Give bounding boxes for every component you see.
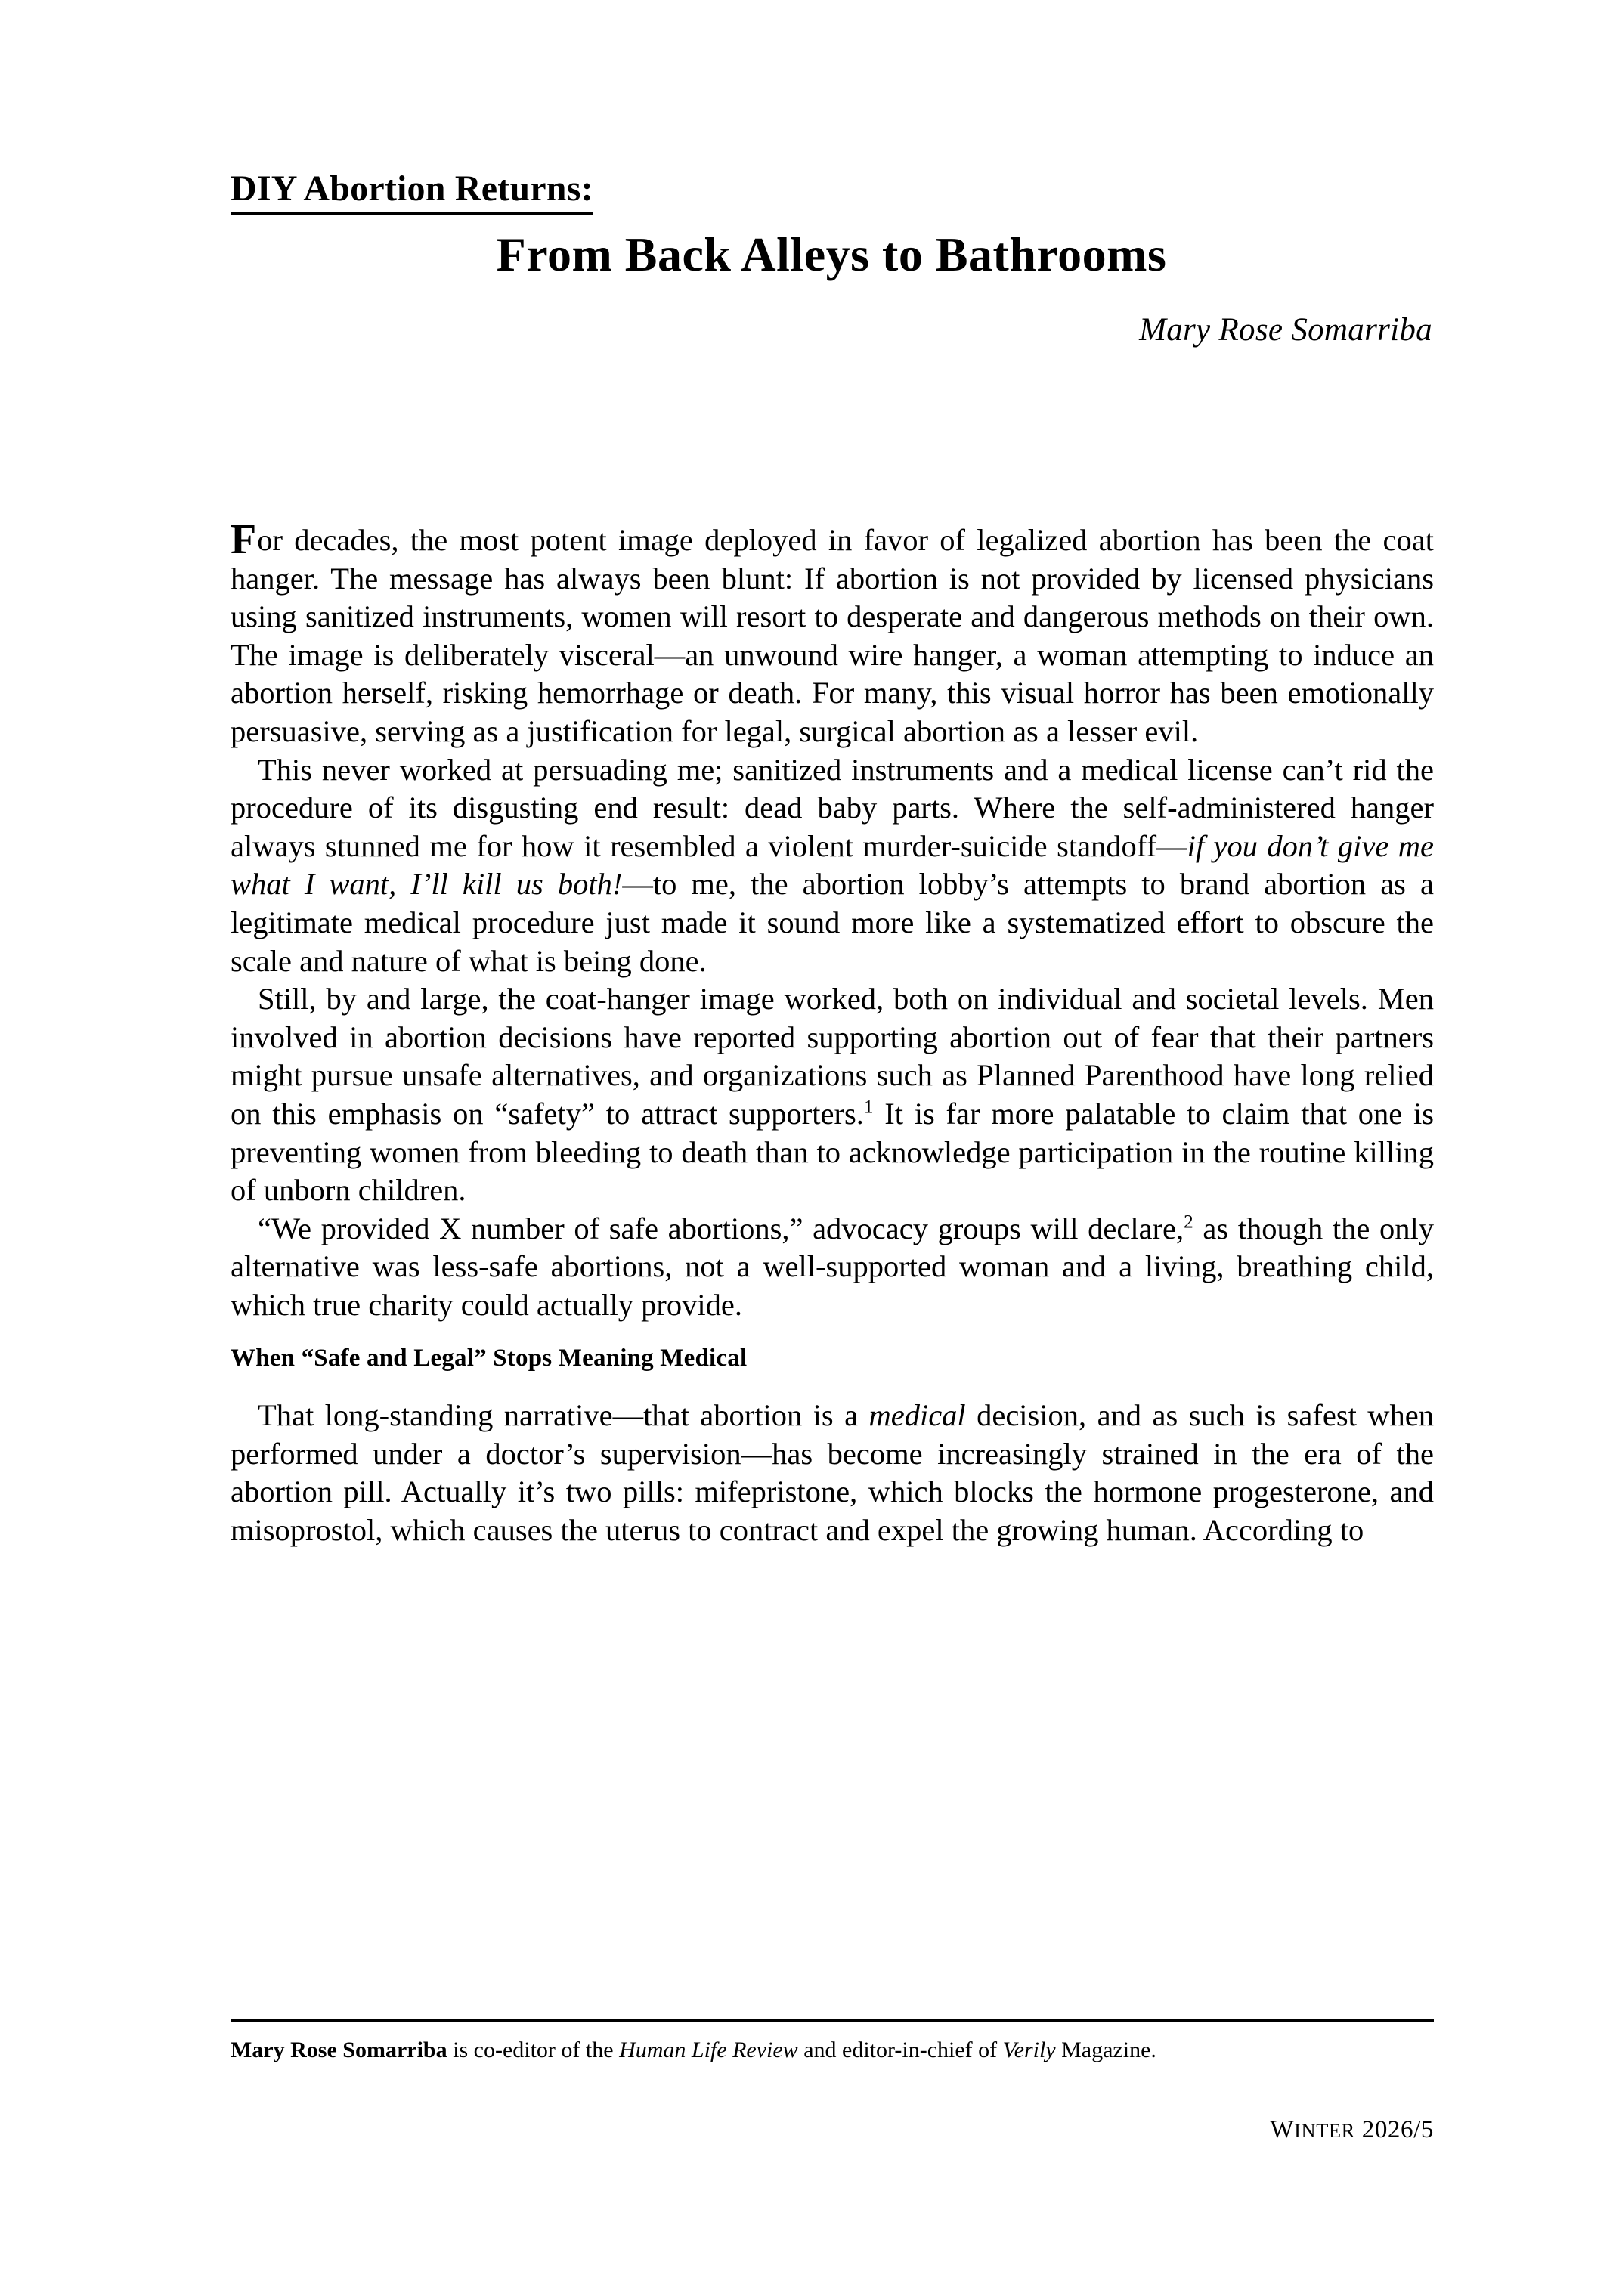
footer-season-lead: W [1270,2116,1295,2143]
paragraph-2-text-a: This never worked at persuading me; sanitized instruments and a medical license can’t rid the procedure of its disgusting end result: dead baby parts. Where the self-administered hanger always stunned me for how it resembled a violent murder-suicide standoff— [231,752,1434,863]
paragraph-5 [231,1397,1434,1549]
paragraph-1 [231,516,1434,751]
section-heading: When “Safe and Legal” Stops Meaning Medical [231,1344,748,1372]
author-bio-text-b: and editor-in-chief of [797,2038,1003,2062]
page-footer [231,2116,1434,2144]
paragraph-3 [231,980,1434,1210]
paragraph-5-text-b: decision, and as such is safest when performed under a doctor’s supervision—has become increasingly strained in the era of the abortion pill. Actually it’s two pills: mifepristone, which blocks the hormone progesterone, and misoprostol, which causes the uterus to contract and expel the growing human. According to [231,1398,1434,1547]
author-bio-text-a: is co-editor of the [447,2038,620,2062]
paragraph-3-text-a: Still, by and large, the coat-hanger image worked, both on individual and societal levels. Men involved in abortion decisions have reported supporting abortion out of fear that their partners might pursue unsafe alternatives, and organizations such as Planned Parenthood have long relied on this emphasis on “safety” to attract supporters. [231,982,1434,1131]
drop-cap-initial: F [231,516,257,563]
paragraph-2-text-b: —to me, the abortion lobby’s attempts to brand abortion as a legitimate medical procedure just made it sound more like a systematized effort to obscure the scale and nature of what is being done. [231,867,1434,978]
article-kicker: DIY Abortion Returns: [231,170,593,215]
paragraph-2-emphasis: if you don’t give me what I want, I’ll kill us both! [231,828,1434,902]
footer-season-rest: INTER [1294,2119,1355,2142]
article-title: From Back Alleys to Bathrooms [496,227,1167,282]
author-bio-publication-1: Human Life Review [619,2038,798,2062]
author-bio-name: Mary Rose Somarriba [231,2038,447,2062]
paragraph-4-text-a: “We provided X number of safe abortions,” advocacy groups will declare, [258,1211,1184,1245]
article-header [231,170,1432,348]
article-byline: Mary Rose Somarriba [1139,311,1432,348]
paragraph-2 [231,751,1434,981]
article-body [231,516,1434,1549]
author-bio-publication-2: Verily [1002,2038,1056,2062]
author-bio-note [231,2035,1434,2065]
paragraph-5-emphasis: medical [868,1398,966,1433]
paragraph-4 [231,1210,1434,1325]
paragraph-5-text-a: That long-standing narrative—that abortion is a [258,1398,869,1433]
paragraph-4-text-b: as though the only alternative was less-safe abortions, not a well-supported woman and a living, breathing child, which true charity could actually provide. [231,1211,1434,1322]
footnote-area [231,2019,1434,2065]
paragraph-3-text-b: It is far more palatable to claim that one is preventing women from bleeding to death than to acknowledge participation in the routine killing of unborn children. [231,1096,1434,1208]
footnote-marker-1: 1 [863,1097,874,1118]
paragraph-1-text: or decades, the most potent image deployed in favor of legalized abortion has been the coat hanger. The message has always been blunt: If abortion is not provided by licensed physicians using sanitized instruments, women will resort to desperate and dangerous methods on their own. The image is deliberately visceral—an unwound wire hanger, a woman attempting to induce an abortion herself, risking hemorrhage or death. For many, this visual horror has been emotionally persuasive, serving as a justification for legal, surgical abortion as a lesser evil. [231,523,1434,748]
footnote-divider [231,2019,1434,2022]
footnote-marker-2: 2 [1184,1211,1193,1233]
author-bio-text-c: Magazine. [1055,2038,1156,2062]
footer-issue: 2026/5 [1354,2116,1434,2143]
